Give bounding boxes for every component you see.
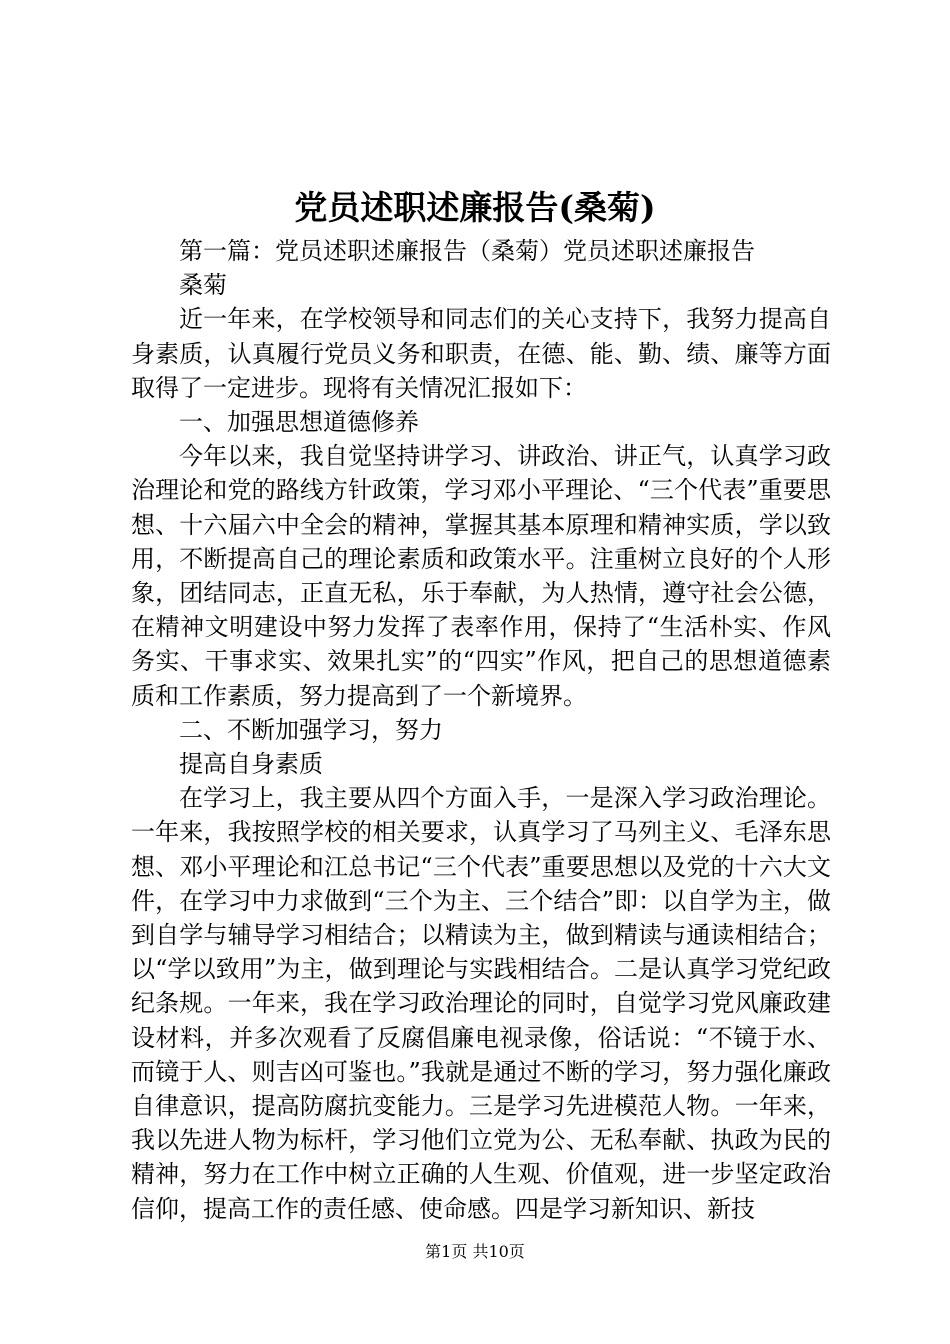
page-footer: 第1页 共10页	[425, 1242, 525, 1261]
author-name: 桑菊	[179, 271, 227, 300]
section-heading-2-continued: 提高自身素质	[179, 750, 323, 779]
body-paragraph-section-2: 在学习上，我主要从四个方面入手，一是深入学习政治理论。一年来，我按照学校的相关要求，认真学习了马列主义、毛泽东思想、邓小平理论和江总书记“三个代表”重要思想以及党的十六大文件，在学习中力求做到“三个为主、三个结合”即：以自学为主，做到自学与辅导学习相结合；以精读为主，做到精读与通读相结合；以“学以致用”为主，做到理论与实践相结合。二是认真学习党纪政纪条规。一年来，我在学习政治理论的同时，自觉学习党风廉政建设材料，并多次观看了反腐倡廉电视录像，俗话说：“不镜于水、而镜于人、则吉凶可鉴也。”我就是通过不断的学习，努力强化廉政自律意识，提高防腐抗变能力。三是学习先进模范人物。一年来，我以先进人物为标杆，学习他们立党为公、无私奉献、执政为民的精神，努力在工作中树立正确的人生观、价值观，进一步坚定政治信仰，提高工作的责任感、使命感。四是学习新知识、新技	[131, 784, 831, 1223]
document-title: 党员述职述廉报告(桑菊)	[294, 188, 656, 227]
heading-first-article: 第一篇：党员述职述廉报告（桑菊）党员述职述廉报告	[179, 237, 755, 265]
body-paragraph-intro: 近一年来，在学校领导和同志们的关心支持下，我努力提高自身素质，认真履行党员义务和职责，在德、能、勤、绩、廉等方面取得了一定进步。现将有关情况汇报如下：	[131, 305, 831, 402]
body-paragraph-section-1: 今年以来，我自觉坚持讲学习、讲政治、讲正气，认真学习政治理论和党的路线方针政策，学习邓小平理论、“三个代表”重要思想、十六届六中全会的精神，掌握其基本原理和精神实质，学以致用，不断提高自己的理论素质和政策水平。注重树立良好的个人形象，团结同志，正直无私，乐于奉献，为人热情，遵守社会公德，在精神文明建设中努力发挥了表率作用，保持了“生活朴实、作风务实、干事求实、效果扎实”的“四实”作风，把自己的思想道德素质和工作素质，努力提高到了一个新境界。	[131, 442, 831, 710]
document-body	[131, 234, 831, 1226]
section-heading-2: 二、不断加强学习，努力	[179, 715, 443, 744]
section-heading-1: 一、加强思想道德修养	[179, 408, 419, 437]
